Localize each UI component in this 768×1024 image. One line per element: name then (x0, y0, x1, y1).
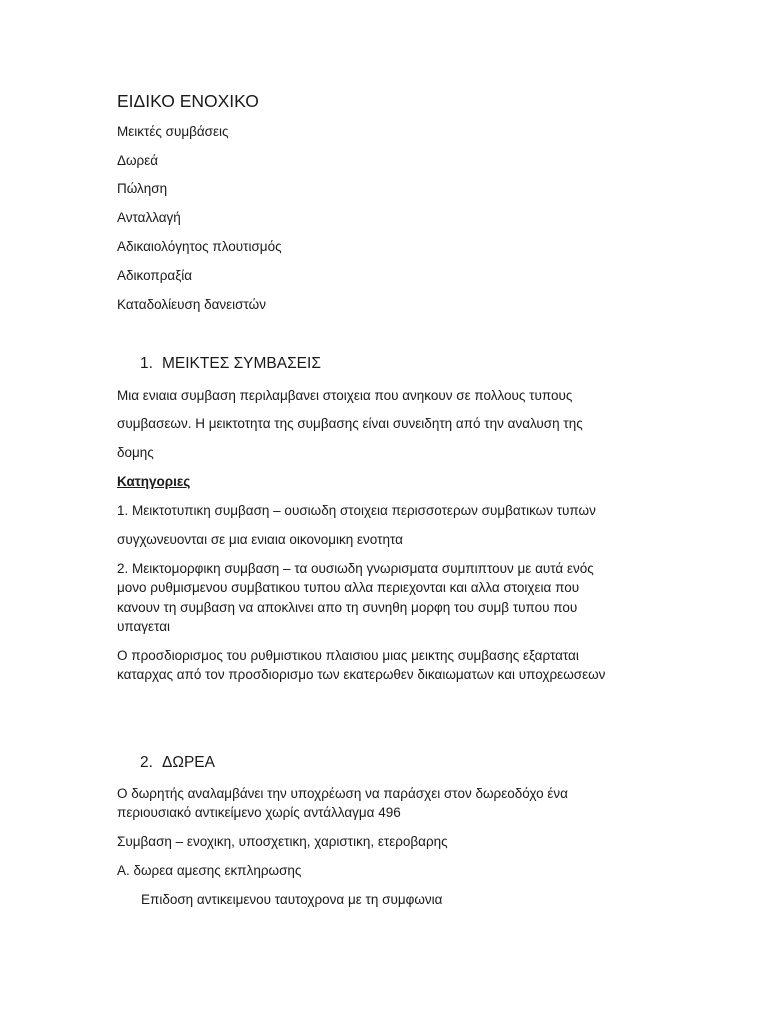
category-2-line-1: 2. Μεικτομορφικη συμβαση – τα ουσιωδη γνωρισματα συμπιπτουν με αυτά ενός (117, 561, 594, 576)
section-1-intro-line-2: συμβασεων. Η μεικτοτητα της συμβασης είναι συνειδητη από την αναλυση της (117, 416, 583, 431)
categories-label: Κατηγοριες (117, 474, 191, 489)
section-1-closing-line-1: Ο προσδιορισμος του ρυθμιστικου πλαισιου μιας μεικτης συμβασης εξαρταται (117, 648, 579, 663)
section-2-definition-line-1: Ο δωρητής αναλαμβάνει την υποχρέωση να παράσχει στον δωρεοδόχο ένα (117, 786, 568, 801)
category-1-line-2: συγχωνευονται σε μια ενιαια οικονομικη ενοτητα (117, 532, 403, 547)
toc-item-mixed-contracts: Μεικτές συμβάσεις (117, 124, 229, 139)
category-1-line-1: 1. Μεικτοτυπικη συμβαση – ουσιωδη στοιχεια περισσοτερων συμβατικων τυπων (117, 503, 596, 518)
section-2-subheading-a: Α. δωρεα αμεσης εκπληρωσης (117, 863, 302, 878)
toc-item-unjust-enrichment: Αδικαιολόγητος πλουτισμός (117, 239, 282, 254)
toc-item-exchange: Ανταλλαγή (117, 210, 181, 225)
section-1-heading (140, 353, 321, 375)
section-2-heading (140, 752, 215, 774)
section-1-intro-line-1: Μια ενιαια συμβαση περιλαμβανει στοιχεια που ανηκουν σε πολλους τυπους (117, 388, 573, 403)
section-2-subheading-a-detail: Επιδοση αντικειμενου ταυτοχρονα με τη συμφωνια (141, 892, 443, 907)
section-2-number: 2. (140, 754, 153, 771)
toc-item-sale: Πώληση (117, 181, 168, 196)
category-2-line-4: υπαγεται (117, 619, 171, 634)
toc-item-donation: Δωρεά (117, 153, 159, 168)
section-1-title: ΜΕΙΚΤΕΣ ΣΥΜΒΑΣΕΙΣ (162, 355, 321, 372)
section-1-closing-line-2: καταρχας από τον προσδιορισμο των εκατερωθεν δικαιωματων και υποχρεωσεων (117, 667, 606, 682)
section-1-number: 1. (140, 355, 153, 372)
toc-item-tort: Αδικοπραξία (117, 268, 193, 283)
toc-item-creditor-fraud: Καταδολίευση δανειστών (117, 297, 266, 312)
section-1-intro-line-3: δομης (117, 445, 154, 460)
section-2-title: ΔΩΡΕΑ (162, 754, 215, 771)
category-2-line-2: μονο ρυθμισμενου συμβατικου τυπου αλλα περιεχονται και αλλα στοιχεια που (117, 580, 580, 595)
section-2-definition-line-2: περιουσιακό αντικείμενο χωρίς αντάλλαγμα 496 (117, 805, 401, 820)
section-2-properties: Συμβαση – ενοχικη, υποσχετικη, χαριστικη, ετεροβαρης (117, 834, 448, 849)
document-title: ΕΙΔΙΚΟ ΕΝΟΧΙΚΟ (117, 91, 259, 111)
category-2-line-3: κανουν τη συμβαση να αποκλινει απο τη συνηθη μορφη του συμβ τυπου που (117, 600, 578, 615)
